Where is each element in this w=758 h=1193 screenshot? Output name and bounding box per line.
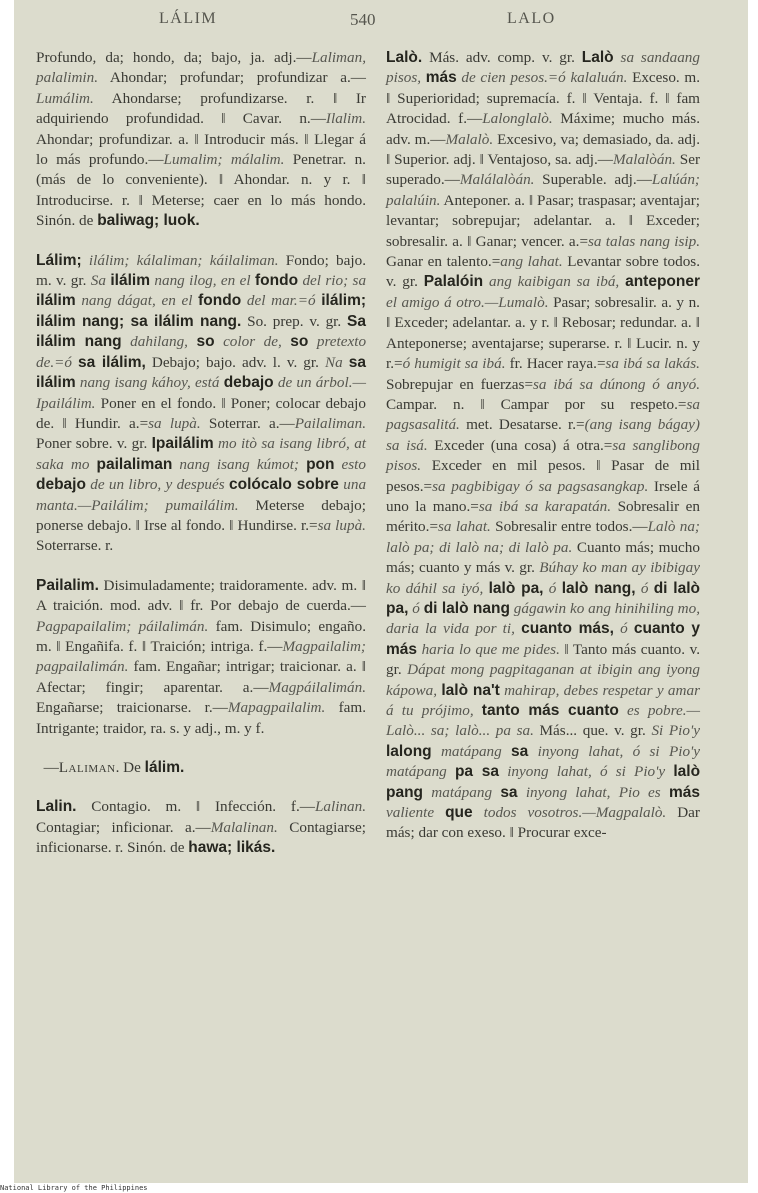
header-right-word: LALO	[507, 10, 556, 27]
dictionary-entry-lalin	[36, 797, 366, 858]
dictionary-entry-laliman	[36, 758, 366, 778]
left-column	[36, 48, 366, 878]
right-column	[386, 48, 700, 863]
entry-text: —Laliman. De lálim.	[36, 759, 185, 776]
dictionary-entry-profundo	[36, 48, 366, 232]
header-left-word: LÁLIM	[159, 10, 218, 27]
entry-text: Lálim; ilálim; kálaliman; káilaliman. Fondo; bajo. m. v. gr. Sa ilálim nang ilog, en el fondo del rio; sa ilálim nang dágat, en el fondo del mar.=ó ilálim; ilálim nang; sa ilálim nang. So. prep. v. gr. Sa ilálim nang dahilang, so color de, so pretexto de.=ó sa ilálim, Debajo; bajo. adv. l. v. gr. Na sa ilálim nang isang káhoy, está debajo de un árbol.—Ipailálim. Poner en el fondo. ‖ Poner; colocar debajo de. ‖ Hundir. a.=sa lupà. Soterrar. a.—Pailaliman. Poner sobre. v. gr. Ipailálim mo itò sa isang libró, at saka mo pailaliman nang isang kúmot; pon esto debajo de un libro, y después colócalo sobre una manta.—Pailálim; pumailálim. Meterse debajo; ponerse debajo. ‖ Irse al fondo. ‖ Hundirse. r.=sa lupà. Soterrarse. r.	[36, 251, 367, 555]
dictionary-entry-lalim	[36, 251, 366, 557]
dictionary-entry-lalo	[386, 48, 700, 844]
entry-text: Profundo, da; hondo, da; bajo, ja. adj.—Laliman, palalimin. Ahondar; profundar; profundizar a.—Lumálim. Ahondarse; profundizarse. r. ‖ Ir adquiriendo profundidad. ‖ Cavar. n.—Ilalim. Ahondar; profundizar. a. ‖ Introducir más. ‖ Llegar á lo más profundo.—Lumalim; málalim. Penetrar. n. (más de lo conveniente). ‖ Ahondar. n. y r. ‖ Introducirse. r. ‖ Meterse; caer en lo más hondo. Sinón. de baliwag; luok.	[36, 49, 366, 230]
entry-text: Pailalim. Disimuladamente; traidoramente. adv. m. ‖ A traición. mod. adv. ‖ fr. Por debajo de cuerda.—Pagpapailalim; páilalimán. fam. Disimulo; engaño. m. ‖ Engañifa. f. ‖ Traición; intriga. f.—Magpailalim; pagpailalimán. fam. Engañar; intrigar; traicionar. a. ‖ Afectar; fingir; aparentar. a.—Magpáilalimán. Engañarse; traicionarse. r.—Mapagpailalim. fam. Intrigante; traidor, ra. s. y adj., m. y f.	[36, 576, 366, 737]
page-number: 540	[350, 10, 376, 29]
dictionary-entry-pailalim	[36, 576, 366, 739]
entry-text: Lalò. Más. adv. comp. v. gr. Lalò sa sandaang pisos, más de cien pesos.=ó kalaluán. Exceso. m. ‖ Superioridad; supremacía. f. ‖ Ventaja. f. ‖ fam Atrocidad. f.—Lalonglalò. Máxime; mucho más. adv. m.—Malalò. Excesivo, va; demasiado, da. adj. ‖ Superior. adj. ‖ Ventajoso, sa. adj.—Malalòán. Ser superado.—Malálalòán. Superable. adj.—Lalúán; palalúin. Anteponer. a. ‖ Pasar; traspasar; aventajar; levantar; sobrepujar; adelantar. a. ‖ Exceder; sobresalir. a. ‖ Ganar; vencer. a.=sa talas nang isip. Ganar en talento.=ang lahat. Levantar sobre todos. v. gr. Palalóin ang kaibigan sa ibá, anteponer el amigo á otro.—Lumalò. Pasar; sobresalir. a. y n. ‖ Exceder; adelantar. a. y r. ‖ Rebosar; redundar. a. ‖ Anteponerse; aventajarse; superarse. r. ‖ Lucir. n. y r.=ó humigit sa ibá. fr. Hacer raya.=sa ibá sa lakás. Sobrepujar en fuerzas=sa ibá sa dúnong ó anyó. Campar. n. ‖ Campar por su respeto.=sa pagsasalitá. met. Desatarse. r.=(ang isang bágay) sa isá. Exceder (una cosa) á otra.=sa sanglibong pisos. Exceder en mil pesos. ‖ Pasar de mil pesos.=sa pagbibigay ó sa pagsasangkap. Irsele á uno la mano.=sa ibá sa karapatán. Sobresalir en mérito.=sa lahat. Sobresalir entre todos.—Lalò na; lalò pa; di lalò na; di lalò pa. Cuanto más; mucho más; cuanto y más v. gr. Búhay ko man ay ibibigay ko dáhil sa iyó, lalò pa, ó lalò nang, ó di lalò pa, ó di lalò nang gágawin ko ang hinihiling mo, daria la vida por ti, cuanto más, ó cuanto y más haria lo que me pides. ‖ Tanto más cuanto. v. gr. Dápat mong pagpitaganan at ibigin ang iyong kápowa, lalò na't mahirap, debes respetar y amar á tu prójimo, tanto más cuanto es pobre.—Lalò... sa; lalò... pa sa. Más... que. v. gr. Si Pio'y lalong matápang sa inyong lahat, ó si Pio'y matápang pa sa inyong lahat, ó si Pio'y lalò pang matápang sa inyong lahat, Pio es más valiente que todos vosotros.—Magpalalò. Dar más; dar con exeso. ‖ Procurar exce-	[386, 49, 701, 842]
entry-text: Lalin. Contagio. m. ‖ Infección. f.—Lalinan. Contagiar; inficionar. a.—Malalinan. Contagiarse; inficionarse. r. Sinón. de hawa; likás.	[36, 798, 366, 857]
footer-credit: National Library of the Philippines	[0, 1184, 148, 1192]
running-header	[14, 8, 748, 38]
